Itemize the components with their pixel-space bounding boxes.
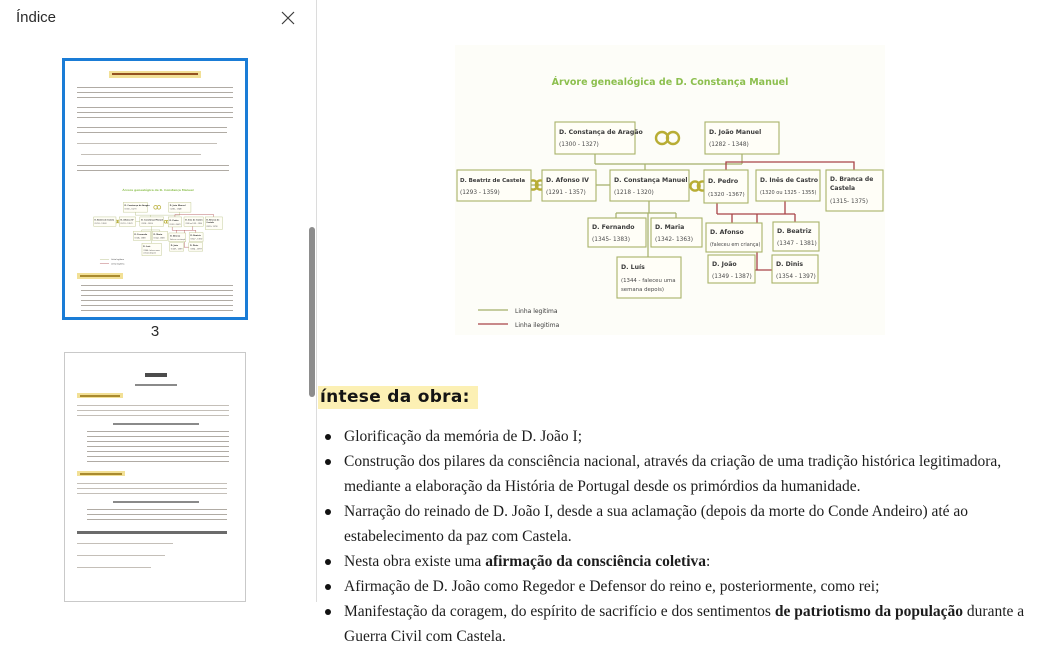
svg-text:(1218 - 1320): (1218 - 1320)	[614, 190, 654, 196]
tree-node-maria	[651, 218, 702, 247]
svg-text:D. Beatriz de Castela: D. Beatriz de Castela	[460, 178, 526, 184]
svg-text:D. Constança Manuel: D. Constança Manuel	[614, 177, 688, 184]
tree-node-beatriz-castela	[457, 170, 531, 201]
thumbnail-page-4-preview	[65, 353, 245, 601]
svg-text:D. João Manuel: D. João Manuel	[709, 129, 762, 136]
legend-illegitimate-label: Linha ilegitima	[515, 322, 560, 329]
bullet-item: Afirmação de D. João como Regedor e Defensor do reino e, posteriormente, como rei;	[322, 574, 1040, 599]
tree-node-luis	[617, 257, 681, 298]
svg-text:D. Afonso IV: D. Afonso IV	[546, 177, 589, 184]
thumbnail-page-4[interactable]	[64, 352, 246, 602]
tree-node-fernando	[588, 218, 646, 247]
svg-text:(1342- 1363): (1342- 1363)	[655, 237, 693, 243]
close-icon[interactable]	[280, 10, 296, 26]
svg-text:(faleceu em criança): (faleceu em criança)	[710, 242, 761, 248]
tree-node-beatriz	[773, 222, 819, 251]
svg-text:(1291 - 1357): (1291 - 1357)	[546, 190, 586, 196]
tree-node-afonso-iv	[542, 170, 596, 201]
svg-text:(1282 - 1348): (1282 - 1348)	[709, 142, 749, 148]
svg-text:D. Maria: D. Maria	[655, 224, 685, 231]
tree-node-constanca-manuel	[610, 170, 689, 201]
svg-text:(1320 -1367): (1320 -1367)	[708, 192, 745, 198]
bullet-item: Nesta obra existe uma afirmação da consciência coletiva:	[322, 549, 1040, 574]
thumbnail-page-3[interactable]	[62, 58, 248, 320]
svg-text:(1300 - 1327): (1300 - 1327)	[559, 142, 599, 148]
svg-text:(1345- 1383): (1345- 1383)	[592, 237, 630, 243]
tree-node-constanca-aragao	[555, 122, 643, 154]
svg-text:D. Afonso: D. Afonso	[710, 229, 744, 236]
genealogy-tree-svg	[455, 45, 885, 335]
svg-text:(1349 - 1387): (1349 - 1387)	[712, 274, 752, 280]
thumbnail-mini-tree	[93, 179, 223, 267]
svg-text:(1315- 1375): (1315- 1375)	[830, 199, 868, 205]
sidebar-title: Índice	[16, 9, 57, 26]
thumbnails-sidebar	[0, 0, 317, 602]
page-number-label: 3	[150, 323, 160, 340]
svg-text:(1344 - faleceu uma: (1344 - faleceu uma	[621, 278, 676, 284]
synthesis-heading: íntese da obra:	[318, 386, 478, 409]
document-page	[318, 0, 1052, 645]
svg-text:D. Luís: D. Luís	[621, 264, 645, 271]
svg-text:Castela: Castela	[830, 185, 856, 192]
svg-text:D. Pedro: D. Pedro	[708, 178, 739, 185]
synthesis-bullet-list	[322, 424, 1040, 649]
genealogy-figure	[455, 45, 885, 335]
svg-text:D. Dinis: D. Dinis	[776, 261, 804, 268]
tree-node-dinis	[772, 255, 818, 283]
bullet-item: Narração do reinado de D. João I, desde a sua aclamação (depois da morte do Conde Andeiro) até ao estabelecimento da paz com Castela.	[322, 499, 1040, 549]
svg-text:D. Inês de Castro: D. Inês de Castro	[760, 177, 819, 184]
svg-text:(1320 ou 1325 - 1355): (1320 ou 1325 - 1355)	[760, 190, 817, 196]
tree-legend	[515, 308, 560, 329]
svg-text:D. Constança de Aragão: D. Constança de Aragão	[559, 129, 643, 136]
tree-title: Árvore genealógica de D. Constança Manuel	[551, 77, 789, 88]
bullet-item: Manifestação da coragem, do espírito de sacrifício e dos sentimentos de patriotismo da população durante a Guerra Civil com Castela.	[322, 599, 1040, 649]
tree-node-branca-castela	[826, 170, 883, 211]
svg-text:semana depois): semana depois)	[621, 287, 664, 293]
tree-node-ines-castro	[756, 170, 820, 201]
svg-text:D. Beatriz: D. Beatriz	[777, 228, 812, 235]
svg-text:(1293 - 1359): (1293 - 1359)	[460, 190, 500, 196]
bullet-item: Glorificação da memória de D. João I;	[322, 424, 1040, 449]
sidebar-scrollbar[interactable]	[309, 227, 315, 397]
svg-text:(1354 - 1397): (1354 - 1397)	[776, 274, 816, 280]
thumbnail-page-3-preview	[65, 61, 245, 317]
svg-text:D. Fernando: D. Fernando	[592, 224, 635, 231]
svg-text:D. João: D. João	[712, 261, 737, 268]
svg-text:(1347 - 1381): (1347 - 1381)	[777, 241, 817, 247]
bullet-item: Construção dos pilares da consciência nacional, através da criação de uma tradição histórica legitimadora, mediante a elaboração da História de Portugal desde os primórdios da humanidade.	[322, 449, 1040, 499]
tree-node-joao	[708, 255, 755, 283]
legend-legitimate-label: Linha legitima	[515, 308, 558, 315]
svg-text:D. Branca de: D. Branca de	[830, 176, 874, 183]
tree-node-joao-manuel	[705, 122, 779, 154]
tree-node-pedro	[704, 170, 748, 203]
tree-node-afonso	[706, 223, 762, 252]
